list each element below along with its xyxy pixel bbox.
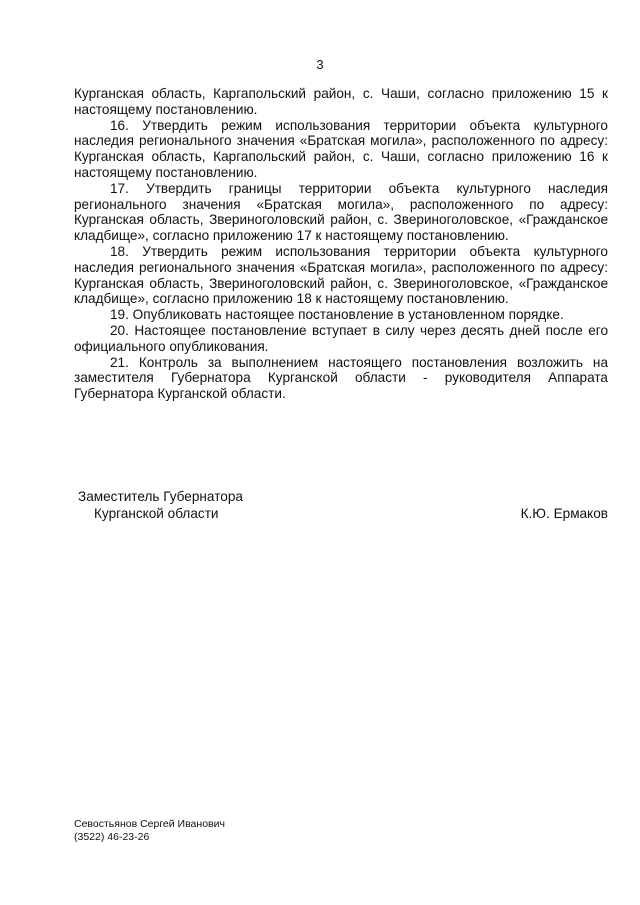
executor-info: [74, 818, 225, 844]
paragraph-21: 21. Контроль за выполнением настоящего постановления возложить на заместителя Губернатора Курганской области - руководителя Аппарата Губернатора Курганской области.: [74, 354, 608, 402]
signatory-title: [78, 488, 243, 522]
signatory-title-line1: Заместитель Губернатора: [78, 489, 243, 504]
paragraph-16: 16. Утвердить режим использования территории объекта культурного наследия регионального значения «Братская могила», расположенного по адресу: Курганская область, Каргапольский район, с. Чаши, согласно приложению 16 к настоящему постановлению.: [74, 117, 608, 180]
paragraph-20: 20. Настоящее постановление вступает в силу через десять дней после его официального опубликования.: [74, 322, 608, 354]
page-number: 3: [316, 57, 324, 72]
paragraph-18: 18. Утвердить режим использования территории объекта культурного наследия регионального значения «Братская могила», расположенного по адресу: Курганская область, Звериноголовский район, с. Звериноголовское, «Гражданское кладбище», согласно приложению 18 к настоящему постановлению.: [74, 243, 608, 307]
signatory-title-line2: Курганской области: [94, 506, 219, 521]
executor-name: Севостьянов Сергей Иванович: [74, 818, 225, 830]
signatory-name: К.Ю. Ермаков: [520, 506, 608, 521]
paragraph-continuation: Курганская область, Каргапольский район, с. Чаши, согласно приложению 15 к настоящему постановлению.: [74, 86, 608, 117]
executor-phone: (3522) 46-23-26: [74, 831, 150, 843]
document-body: [74, 86, 608, 402]
paragraph-19: 19. Опубликовать настоящее постановление в установленном порядке.: [110, 307, 564, 323]
paragraph-17: 17. Утвердить границы территории объекта культурного наследия регионального значения «Братская могила», расположенного по адресу: Курганская область, Звериноголовский район, с. Звериноголовское, «Гражданское кладбище», согласно приложению 17 к настоящему постановлению.: [74, 180, 608, 244]
